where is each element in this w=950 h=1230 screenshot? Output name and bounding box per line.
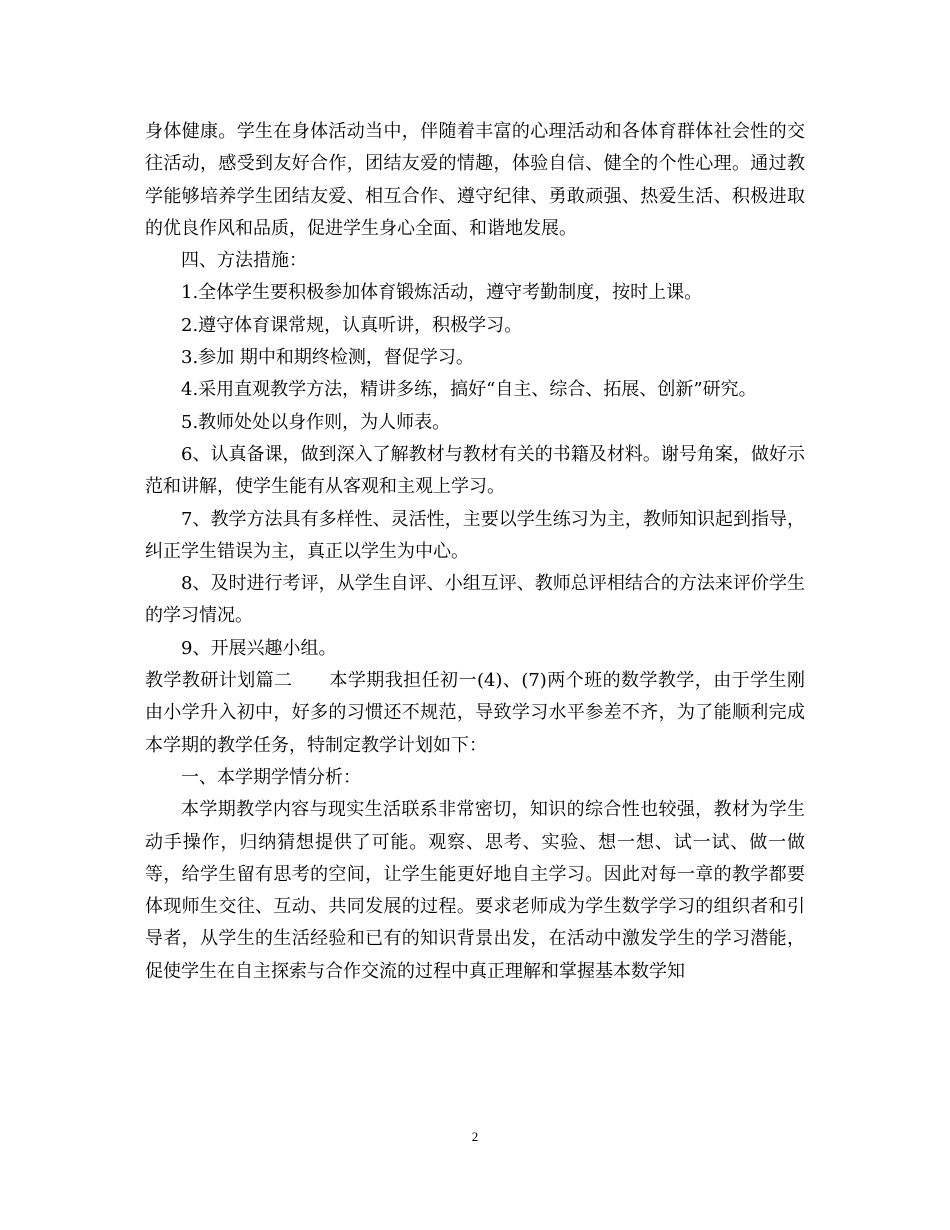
method-item-6: 6、认真备课，做到深入了解教材与教材有关的书籍及材料。谢号角案，做好示范和讲解，使学生能有从客观和主观上学习。 xyxy=(145,443,805,498)
method-item-3: 3.参加 期中和期终检测，督促学习。 xyxy=(181,347,474,369)
method-item-7: 7、教学方法具有多样性、灵活性，主要以学生练习为主，教师知识起到指导，纠正学生错误为主，真正以学生为中心。 xyxy=(145,508,805,562)
paragraph-analysis: 本学期教学内容与现实生活联系非常密切，知识的综合性也较强，教材为学生动手操作，归纳猜想提供了可能。观察、思考、实验、想一想、试一试、做一做等，给学生留有思考的空间，让学生能更好地自主学习。因此对每一章的教学都要体现师生交往、互动、共同发展的过程。要求老师成为学生数学学习的组织者和引导者，从学生的生活经验和已有的知识背景出发，在活动中激发学生的学习潜能，促使学生在自主探索与合作交流的过程中真正理解和掌握基本数学知 xyxy=(145,799,805,982)
paragraph-intro: 身体健康。学生在身体活动当中，伴随着丰富的心理活动和各体育群体社会性的交往活动，感受到友好合作，团结友爱的情趣，体验自信、健全的个性心理。通过教学能够培养学生团结友爱、相互合作、遵守纪律、勇敢顽强、热爱生活、积极进取的优良作风和品质，促进学生身心全面、和谐地发展。 xyxy=(145,121,805,239)
section-heading-methods: 四、方法措施： xyxy=(181,250,307,272)
plan-two-intro: 教学教研计划篇二 本学期我担任初一(4)、(7)两个班的数学教学，由于学生刚由小学升入初中，好多的习惯还不规范，导致学习水平参差不齐，为了能顺利完成本学期的教学任务，特制定教学计划如下： xyxy=(145,670,805,756)
method-item-5: 5.教师处处以身作则，为人师表。 xyxy=(181,411,451,433)
method-item-1: 1.全体学生要积极参加体育锻炼活动，遵守考勤制度，按时上课。 xyxy=(181,282,703,304)
method-item-4: 4.采用直观教学方法，精讲多练，搞好“自主、综合、拓展、创新”研究。 xyxy=(181,379,757,401)
section-heading-analysis: 一、本学期学情分析： xyxy=(181,766,361,788)
method-item-2: 2.遵守体育课常规，认真听讲，积极学习。 xyxy=(181,314,523,336)
page-number: 2 xyxy=(471,1129,479,1144)
document-body xyxy=(145,116,805,988)
method-item-9: 9、开展兴趣小组。 xyxy=(181,637,337,659)
method-item-8: 8、及时进行考评，从学生自评、小组互评、教师总评相结合的方法来评价学生的学习情况。 xyxy=(145,573,805,627)
